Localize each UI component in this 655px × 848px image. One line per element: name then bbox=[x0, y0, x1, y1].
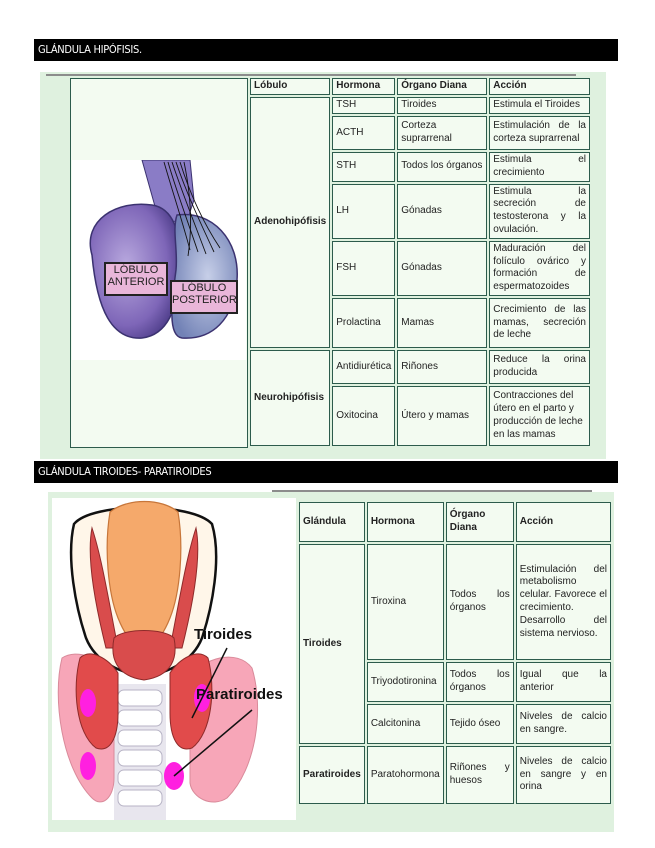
cell-accion: Crecimiento de las mamas, secreción de leche bbox=[489, 298, 590, 348]
cell-accion: Maduración del folículo ovárico y formación de espermatozoides bbox=[489, 241, 590, 296]
cell-organo: Todos los órganos bbox=[397, 152, 487, 182]
group-paratiroides: Paratiroides bbox=[299, 746, 365, 804]
cell-hormona: FSH bbox=[332, 241, 395, 296]
cell-hormona: Triyodotironina bbox=[367, 662, 444, 702]
header-glandula: Glándula bbox=[299, 502, 365, 542]
group-adenohipofisis: Adenohipófisis bbox=[250, 97, 330, 348]
pituitary-illustration bbox=[72, 160, 246, 360]
cell-hormona: STH bbox=[332, 152, 395, 182]
cell-hormona: Prolactina bbox=[332, 298, 395, 348]
cell-accion: Estimula el Tiroides bbox=[489, 97, 590, 114]
panel-rule bbox=[272, 490, 592, 492]
cell-hormona: ACTH bbox=[332, 116, 395, 150]
cell-hormona: TSH bbox=[332, 97, 395, 114]
header-accion: Acción bbox=[516, 502, 611, 542]
cell-accion: Estimulación de la corteza suprarrenal bbox=[489, 116, 590, 150]
header-lobulo: Lóbulo bbox=[250, 78, 330, 95]
header-hormona: Hormona bbox=[367, 502, 444, 542]
hipofisis-table bbox=[248, 76, 592, 448]
cell-organo: Todos los órganos bbox=[446, 662, 514, 702]
tiroides-table bbox=[297, 500, 613, 806]
label-lobulo-anterior: LÓBULO ANTERIOR bbox=[104, 262, 168, 296]
cell-hormona: Tiroxina bbox=[367, 544, 444, 660]
cell-organo: Tejido óseo bbox=[446, 704, 514, 744]
cell-organo: Gónadas bbox=[397, 184, 487, 239]
thyroid-illustration bbox=[52, 498, 296, 820]
header-organo-diana: Órgano Diana bbox=[446, 502, 514, 542]
section-heading-tiroides: GLÁNDULA TIROIDES- PARATIROIDES bbox=[34, 461, 618, 483]
cell-hormona: Oxitocina bbox=[332, 386, 395, 446]
cell-accion: Igual que la anterior bbox=[516, 662, 611, 702]
cell-organo: Corteza suprarrenal bbox=[397, 116, 487, 150]
cell-organo: Riñones bbox=[397, 350, 487, 384]
cell-organo: Mamas bbox=[397, 298, 487, 348]
cell-accion: Estimula la secreción de testosterona y la ovulación. bbox=[489, 184, 590, 239]
section-heading-hipofisis: GLÁNDULA HIPÓFISIS. bbox=[34, 39, 618, 61]
cell-hormona: Paratohormona bbox=[367, 746, 444, 804]
cell-organo: Todos los órganos bbox=[446, 544, 514, 660]
cell-hormona: Antidiurética bbox=[332, 350, 395, 384]
cell-accion: Estimulación del metabolismo celular. Favorece el crecimiento. Desarrollo del sistema nervioso. bbox=[516, 544, 611, 660]
cell-hormona: LH bbox=[332, 184, 395, 239]
cell-organo: Gónadas bbox=[397, 241, 487, 296]
cell-accion: Niveles de calcio en sangre y en orina bbox=[516, 746, 611, 804]
header-organo-diana: Órgano Diana bbox=[397, 78, 487, 95]
cell-accion: Contracciones del útero en el parto y producción de leche en las mamas bbox=[489, 386, 590, 446]
header-accion: Acción bbox=[489, 78, 590, 95]
cell-accion: Reduce la orina producida bbox=[489, 350, 590, 384]
cell-organo: Útero y mamas bbox=[397, 386, 487, 446]
cell-organo: Tiroides bbox=[397, 97, 487, 114]
label-lobulo-posterior: LÓBULO POSTERIOR bbox=[170, 280, 238, 314]
header-hormona: Hormona bbox=[332, 78, 395, 95]
cell-organo: Riñones y huesos bbox=[446, 746, 514, 804]
group-neurohipofisis: Neurohipófisis bbox=[250, 350, 330, 446]
group-tiroides: Tiroides bbox=[299, 544, 365, 744]
cell-accion: Niveles de calcio en sangre. bbox=[516, 704, 611, 744]
label-paratiroides: Paratiroides bbox=[196, 686, 283, 703]
cell-hormona: Calcitonina bbox=[367, 704, 444, 744]
cell-accion: Estimula el crecimiento bbox=[489, 152, 590, 182]
label-tiroides: Tiroides bbox=[194, 626, 253, 643]
